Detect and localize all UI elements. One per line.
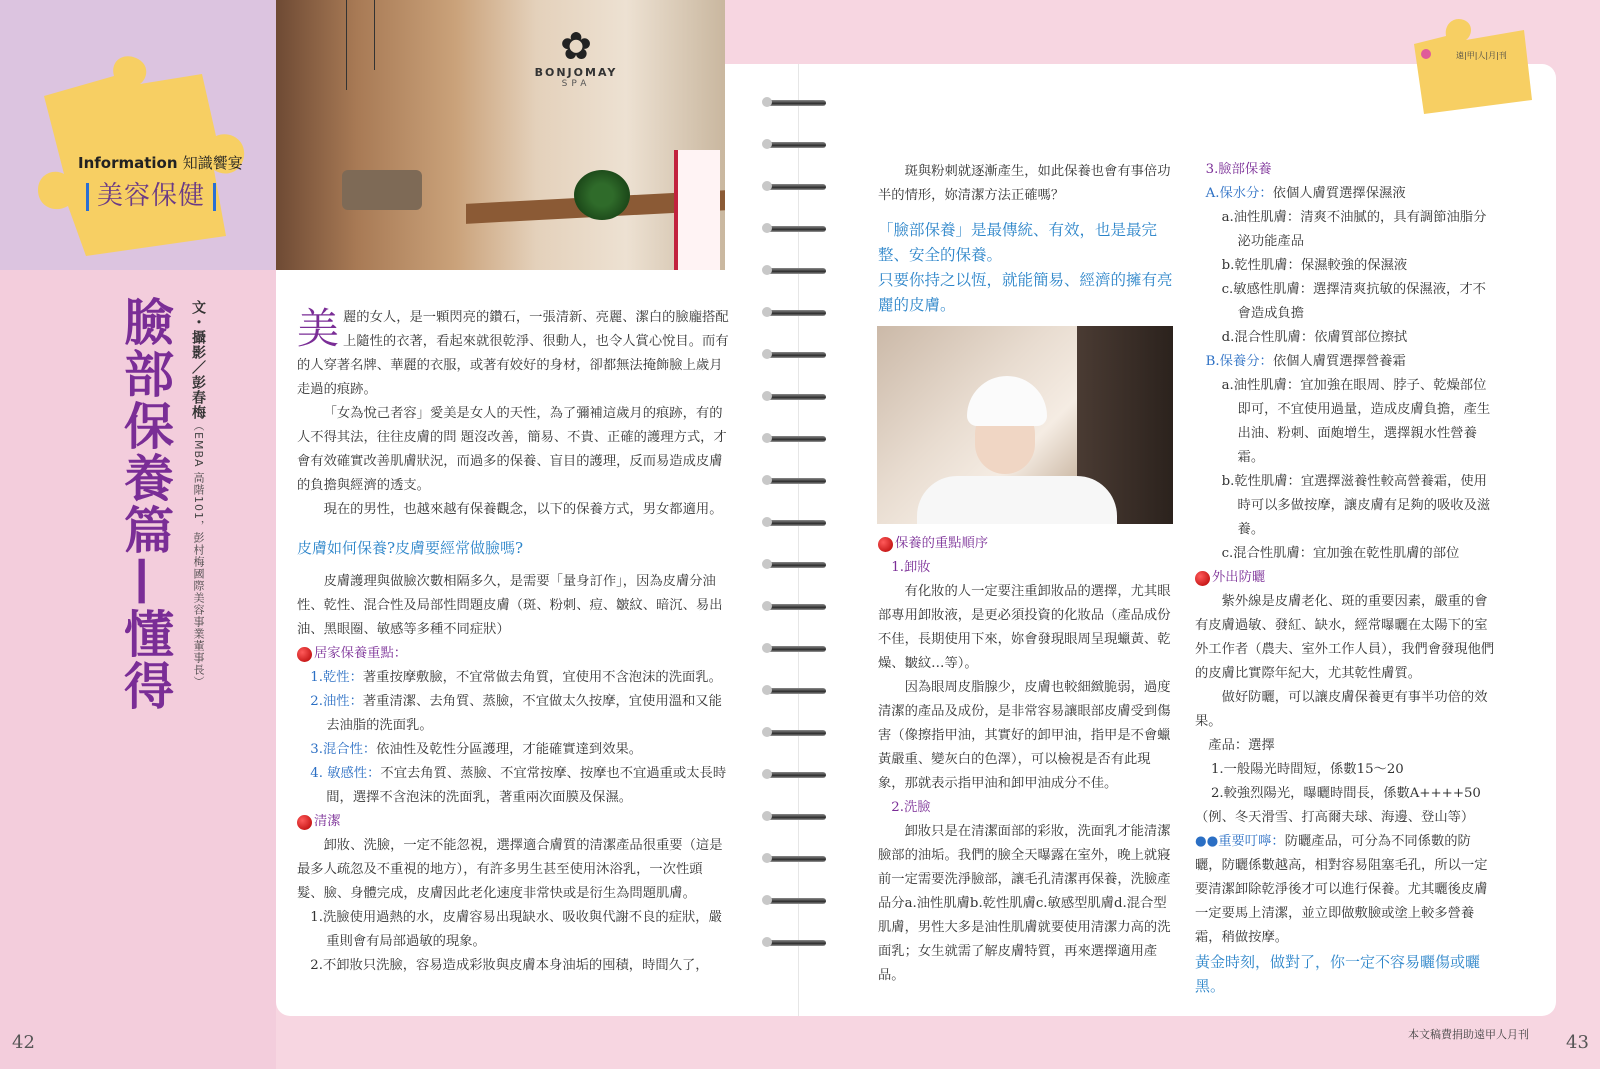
list-item: c.敏感性肌膚：選擇清爽抗敏的保濕液，才不會造成負擔 bbox=[1221, 282, 1486, 321]
body-paragraph: 紫外線是皮膚老化、斑的重要因素，嚴重的會有皮膚過敏、發紅、缺水，經常曝曬在太陽下的室外工作者（農夫、室外工作人員），我們會發現他們的皮膚比實際年紀大，尤其乾性膚質。 bbox=[1195, 594, 1495, 681]
care-group-text: 依個人膚質選擇保濕液 bbox=[1272, 186, 1406, 201]
binding-ring bbox=[762, 138, 832, 152]
page-number-left: 42 bbox=[12, 1032, 35, 1053]
binding-ring bbox=[762, 810, 832, 824]
potted-plant bbox=[574, 170, 630, 220]
spa-brand-name: BONJOMAY bbox=[534, 66, 618, 79]
byline-note: （EMBA 高階101，彭村梅國際美容事業董事長） bbox=[192, 420, 205, 689]
section-header bbox=[78, 152, 268, 212]
reminder-label: ●●重要叮嚀： bbox=[1195, 834, 1285, 849]
column-3 bbox=[1195, 158, 1495, 998]
column-2-lower bbox=[878, 532, 1174, 988]
section-label bbox=[78, 152, 268, 173]
section-label-zh: 知識饗宴 bbox=[182, 154, 243, 172]
pendant-lamp bbox=[346, 0, 347, 90]
list-item: 2.不卸妝只洗臉，容易造成彩妝與皮膚本身油垢的囤積，時間久了， bbox=[310, 958, 709, 973]
red-bullet-icon bbox=[297, 647, 312, 662]
page-number-right: 43 bbox=[1566, 1032, 1589, 1053]
section-heading: 皮膚如何保養?皮膚要經常做臉嗎? bbox=[297, 539, 524, 557]
drop-cap: 美 bbox=[297, 304, 340, 353]
binding-ring bbox=[762, 684, 832, 698]
list-item: d.混合性肌膚：依膚質部位擦拭 bbox=[1221, 330, 1408, 345]
facial-treatment-photo bbox=[877, 326, 1173, 524]
list-text: 不宜去角質、蒸臉、不宜常按摩、按摩也不宜過重或太長時間，選擇不含泡沫的洗面乳，著重兩次面膜及保濕。 bbox=[326, 766, 727, 805]
red-bullet-icon bbox=[297, 815, 312, 830]
flower-logo-icon: ✿ bbox=[560, 24, 592, 68]
list-label: 2.油性： bbox=[310, 694, 363, 709]
care-group-heading bbox=[1195, 350, 1495, 374]
order-heading bbox=[878, 532, 1174, 556]
article-title: 臉部保養篇—懂得 bbox=[116, 296, 174, 712]
list-text: 依油性及乾性分區護理，才能確實達到效果。 bbox=[376, 742, 643, 757]
red-bullet-icon bbox=[878, 537, 893, 552]
product-heading: 產品：選擇 bbox=[1208, 738, 1275, 753]
body-paragraph: 卸妝只是在清潔面部的彩妝，洗面乳才能清潔臉部的油垢。我們的臉全天曝露在室外，晚上就寢前一定需要洗淨臉部，讓毛孔清潔再保養，洗臉產品分a.油性肌膚b.乾性肌膚c.敏感型肌膚d.混合型肌膚，男性大多是油性肌膚就要使用清潔力高的洗面乳；女生就需了解皮膚特質，再來選擇適用產品。 bbox=[878, 824, 1171, 983]
intro-paragraph-3: 現在的男性，也越來越有保養觀念，以下的保養方式，男女都適用。 bbox=[323, 502, 723, 517]
list-text: 著重按摩敷臉，不宜常做去角質，宜使用不含泡沫的洗面乳。 bbox=[362, 670, 722, 685]
body-paragraph: 因為眼周皮脂腺少，皮膚也較細緻脆弱，過度清潔的產品及成份，是非常容易讓眼部皮膚受到傷害（像擦指甲油，其實好的卸甲油，指甲是不會蠟黃嚴重、變灰白的色澤），可以檢視是否有此現象，那就表示指甲油和卸甲油成分不佳。 bbox=[878, 680, 1171, 791]
binding-ring bbox=[762, 726, 832, 740]
binding-ring bbox=[762, 432, 832, 446]
article-byline bbox=[184, 300, 208, 688]
sun-heading bbox=[1195, 566, 1495, 590]
pull-quote-1: 「臉部保養」是最傳統、有效，也是最完整、安全的保養。 bbox=[878, 221, 1158, 264]
spa-lobby-photo bbox=[276, 0, 725, 270]
sub-heading: 3.臉部保養 bbox=[1205, 162, 1272, 177]
list-label: 4. 敏感性： bbox=[310, 766, 381, 781]
closing-line: 黃金時刻，做對了，你一定不容易曬傷或曬黑。 bbox=[1195, 953, 1481, 995]
order-title: 保養的重點順序 bbox=[895, 536, 989, 551]
care-group-text: 依個人膚質選擇營養霜 bbox=[1272, 354, 1406, 369]
column-2 bbox=[878, 160, 1174, 318]
sub-heading: 2.洗臉 bbox=[891, 800, 931, 815]
home-care-heading bbox=[297, 642, 729, 666]
title-bar-left bbox=[86, 183, 89, 211]
binding-ring bbox=[762, 600, 832, 614]
footer-note: 本文稿費捐助遠甲人月刊 bbox=[1408, 1028, 1529, 1041]
list-item: a.油性肌膚：宜加強在眼周、脖子、乾燥部位即可，不宜使用過量，造成皮膚負擔，產生出油、粉刺、面皰增生，選擇親水性營養霜。 bbox=[1221, 378, 1491, 465]
clean-title: 清潔 bbox=[314, 814, 341, 829]
binding-ring bbox=[762, 348, 832, 362]
section-title-text: 美容保健 bbox=[97, 181, 206, 211]
intro-text: 麗的女人，是一顆閃亮的鑽石，一張清新、亮麗、潔白的臉龐搭配上隨性的衣著，看起來就很乾淨、很動人，也令人賞心悅目。而有的人穿著名牌、華麗的衣服，或著有姣好的身材，卻都無法掩飾臉上歲月走過的痕跡。 bbox=[297, 310, 729, 397]
care-group-heading bbox=[1195, 182, 1495, 206]
binding-ring bbox=[762, 894, 832, 908]
byline-author: 文・攝影／彭春梅 bbox=[190, 300, 206, 420]
reminder-paragraph bbox=[1195, 830, 1495, 950]
list-label: 3.混合性： bbox=[310, 742, 377, 757]
binding-ring bbox=[762, 222, 832, 236]
sub-heading: 1.卸妝 bbox=[891, 560, 931, 575]
list-item: c.混合性肌膚：宜加強在乾性肌膚的部位 bbox=[1221, 546, 1460, 561]
intro-paragraph bbox=[297, 306, 729, 402]
title-bar-right bbox=[213, 183, 216, 211]
standing-banner bbox=[674, 150, 720, 270]
section-label-en: Information bbox=[78, 154, 178, 172]
home-care-title: 居家保養重點： bbox=[314, 646, 408, 661]
continued-paragraph: 斑與粉刺就逐漸產生，如此保養也會有事倍功半的情形，妳清潔方法正確嗎？ bbox=[878, 164, 1171, 203]
spa-logo bbox=[516, 26, 636, 89]
binding-ring bbox=[762, 180, 832, 194]
red-bullet-icon bbox=[1195, 571, 1210, 586]
binding-ring bbox=[762, 768, 832, 782]
sofa bbox=[342, 170, 422, 210]
list-item: 2.較強烈陽光，曝曬時間長，係數A++++50 bbox=[1210, 786, 1481, 801]
list-item: 1.洗臉使用過熱的水，皮膚容易出現缺水、吸收與代謝不良的症狀，嚴重則會有局部過敏的現象。 bbox=[310, 910, 722, 949]
care-group-label: B.保養分： bbox=[1205, 354, 1273, 369]
list-item bbox=[297, 762, 729, 810]
binding-ring bbox=[762, 852, 832, 866]
towel-body bbox=[917, 476, 1117, 524]
intro-paragraph-2: 「女為悅己者容」愛美是女人的天性，為了彌補這歲月的痕跡，有的人不得其法，往往皮膚的問 題沒改善，簡易、不貴、正確的護理方式，才會有效確實改善肌膚狀況，而過多的保養、盲目的護理，反而易造成皮膚的負擔與經濟的透支。 bbox=[297, 406, 727, 493]
list-item: a.油性肌膚：清爽不油膩的，具有調節油脂分泌功能產品 bbox=[1221, 210, 1487, 249]
product-note: （例、冬天滑雪、打高爾夫球、海邊、登山等） bbox=[1195, 810, 1475, 825]
magazine-name: 遠|甲|人|月|刊 bbox=[1456, 51, 1507, 60]
reminder-text: 防曬產品，可分為不同係數的防曬，防曬係數越高，相對容易阻塞毛孔，所以一定要清潔卸除乾淨後才可以進行保養。尤其曬後皮膚一定要馬上清潔，並立即做敷臉或塗上較多營養霜，稍做按摩。 bbox=[1195, 834, 1488, 945]
pull-quote-2: 只要你持之以恆，就能簡易、經濟的擁有亮麗的皮膚。 bbox=[878, 271, 1173, 314]
list-item bbox=[297, 738, 729, 762]
list-item: b.乾性肌膚：宜選擇滋養性較高營養霜，使用時可以多做按摩，讓皮膚有足夠的吸收及滋養。 bbox=[1221, 474, 1491, 537]
column-1 bbox=[297, 306, 729, 978]
binding-ring bbox=[762, 516, 832, 530]
binding-ring bbox=[762, 390, 832, 404]
binding-ring bbox=[762, 936, 832, 950]
binding-ring bbox=[762, 642, 832, 656]
spiral-binding bbox=[762, 96, 832, 996]
binding-ring bbox=[762, 264, 832, 278]
spa-brand-sub: SPA bbox=[561, 79, 591, 89]
binding-ring bbox=[762, 558, 832, 572]
list-item: 1.一般陽光時間短，係數15～20 bbox=[1210, 762, 1404, 777]
list-item bbox=[297, 666, 729, 690]
list-item bbox=[297, 690, 729, 738]
sun-title: 外出防曬 bbox=[1212, 570, 1266, 585]
section-title bbox=[78, 175, 268, 212]
binding-ring bbox=[762, 474, 832, 488]
corner-puzzle-icon bbox=[1406, 14, 1536, 118]
list-text: 著重清潔、去角質、蒸臉，不宜做太久按摩，宜使用溫和又能去油脂的洗面乳。 bbox=[326, 694, 722, 733]
care-group-label: A.保水分： bbox=[1205, 186, 1273, 201]
body-paragraph: 做好防曬，可以讓皮膚保養更有事半功倍的效果。 bbox=[1195, 690, 1488, 729]
clean-heading bbox=[297, 810, 729, 834]
pendant-lamp bbox=[374, 0, 375, 70]
list-label: 1.乾性： bbox=[310, 670, 363, 685]
list-item: b.乾性肌膚：保濕較強的保濕液 bbox=[1221, 258, 1408, 273]
body-paragraph: 卸妝、洗臉，一定不能忽視，選擇適合膚質的清潔產品很重要（這是最多人疏忽及不重視的地方），有許多男生甚至使用沐浴乳，一次性頭髮、臉、身體完成，皮膚因此老化速度非常快或是衍生為問題肌膚。 bbox=[297, 838, 723, 901]
body-paragraph: 有化妝的人一定要注重卸妝品的選擇，尤其眼部專用卸妝液，是更必須投資的化妝品（產品成份不佳，長期使用下來，妳會發現眼周呈現蠟黃、乾燥、皺紋…等）。 bbox=[878, 584, 1171, 671]
binding-ring bbox=[762, 96, 832, 110]
body-paragraph: 皮膚護理與做臉次數相隔多久，是需要「量身訂作」，因為皮膚分油性、乾性、混合性及局部性問題皮膚（斑、粉刺、痘、皺紋、暗沉、易出油、黑眼圈、敏感等多種不同症狀） bbox=[297, 574, 723, 637]
head-towel bbox=[967, 376, 1047, 426]
binding-ring bbox=[762, 306, 832, 320]
